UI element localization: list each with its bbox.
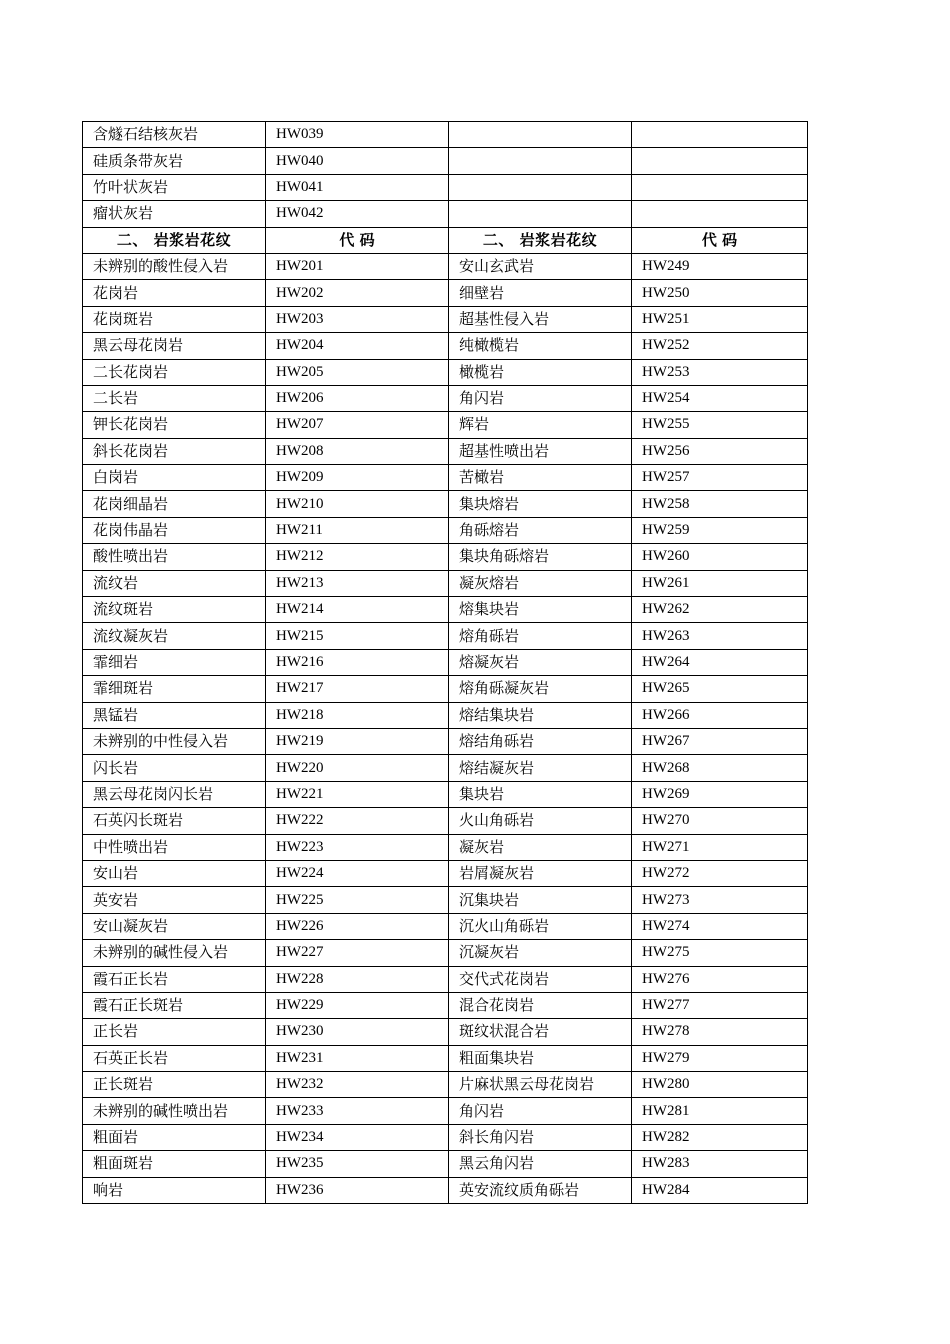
left-rock-name-cell: 粗面斑岩 xyxy=(83,1151,266,1177)
right-rock-name-cell: 沉火山角砾岩 xyxy=(449,913,632,939)
empty-cell xyxy=(632,148,808,174)
empty-cell xyxy=(449,148,632,174)
right-rock-name-cell: 熔集块岩 xyxy=(449,597,632,623)
table-row xyxy=(83,333,808,359)
right-code-header: 代 码 xyxy=(632,227,808,253)
right-rock-name-cell: 混合花岗岩 xyxy=(449,992,632,1018)
left-rock-name-cell: 安山凝灰岩 xyxy=(83,913,266,939)
right-rock-name-cell: 凝灰岩 xyxy=(449,834,632,860)
table-row xyxy=(83,834,808,860)
left-rock-code-cell: HW225 xyxy=(266,887,449,913)
left-rock-code-cell: HW204 xyxy=(266,333,449,359)
left-rock-code-cell: HW214 xyxy=(266,597,449,623)
left-rock-code-cell: HW207 xyxy=(266,412,449,438)
right-rock-name-cell: 斑纹状混合岩 xyxy=(449,1019,632,1045)
table-row xyxy=(83,623,808,649)
left-rock-code-cell: HW219 xyxy=(266,728,449,754)
left-rock-code-cell: HW216 xyxy=(266,649,449,675)
left-rock-code-cell: HW211 xyxy=(266,517,449,543)
right-rock-name-cell: 熔角砾凝灰岩 xyxy=(449,676,632,702)
table-row xyxy=(83,544,808,570)
left-rock-name-cell: 花岗伟晶岩 xyxy=(83,517,266,543)
right-rock-code-cell: HW263 xyxy=(632,623,808,649)
table-row xyxy=(83,966,808,992)
table-row xyxy=(83,940,808,966)
right-rock-code-cell: HW250 xyxy=(632,280,808,306)
right-rock-name-cell: 熔结凝灰岩 xyxy=(449,755,632,781)
empty-cell xyxy=(632,122,808,148)
right-rock-name-cell: 集块熔岩 xyxy=(449,491,632,517)
left-rock-code-cell: HW203 xyxy=(266,306,449,332)
right-rock-code-cell: HW255 xyxy=(632,412,808,438)
right-rock-name-cell: 集块岩 xyxy=(449,781,632,807)
left-rock-name-cell: 流纹岩 xyxy=(83,570,266,596)
right-rock-name-cell: 超基性喷出岩 xyxy=(449,438,632,464)
right-rock-name-cell: 黑云角闪岩 xyxy=(449,1151,632,1177)
right-rock-code-cell: HW252 xyxy=(632,333,808,359)
left-rock-code-cell: HW217 xyxy=(266,676,449,702)
right-rock-name-cell: 角砾熔岩 xyxy=(449,517,632,543)
table-row xyxy=(83,992,808,1018)
right-rock-name-cell: 纯橄榄岩 xyxy=(449,333,632,359)
left-rock-name-cell: 未辨别的中性侵入岩 xyxy=(83,728,266,754)
left-rock-code-cell: HW233 xyxy=(266,1098,449,1124)
table-body xyxy=(83,122,808,1204)
left-rock-name-cell: 霞石正长岩 xyxy=(83,966,266,992)
right-rock-code-cell: HW264 xyxy=(632,649,808,675)
rock-code-cell: HW042 xyxy=(266,201,449,227)
right-rock-code-cell: HW249 xyxy=(632,253,808,279)
right-rock-code-cell: HW265 xyxy=(632,676,808,702)
left-section-title: 二、 岩浆岩花纹 xyxy=(83,227,266,253)
left-rock-code-cell: HW223 xyxy=(266,834,449,860)
left-rock-name-cell: 黑锰岩 xyxy=(83,702,266,728)
right-rock-name-cell: 橄榄岩 xyxy=(449,359,632,385)
table-row xyxy=(83,570,808,596)
left-rock-name-cell: 石英闪长斑岩 xyxy=(83,808,266,834)
right-rock-name-cell: 粗面集块岩 xyxy=(449,1045,632,1071)
right-rock-code-cell: HW256 xyxy=(632,438,808,464)
right-rock-code-cell: HW257 xyxy=(632,465,808,491)
section-header-row xyxy=(83,227,808,253)
table-row xyxy=(83,1019,808,1045)
empty-cell xyxy=(632,174,808,200)
left-rock-code-cell: HW232 xyxy=(266,1072,449,1098)
left-rock-name-cell: 花岗斑岩 xyxy=(83,306,266,332)
right-rock-code-cell: HW269 xyxy=(632,781,808,807)
table-row xyxy=(83,808,808,834)
table-row xyxy=(83,1098,808,1124)
left-rock-name-cell: 斜长花岗岩 xyxy=(83,438,266,464)
left-rock-code-cell: HW229 xyxy=(266,992,449,1018)
right-rock-code-cell: HW275 xyxy=(632,940,808,966)
left-rock-name-cell: 二长岩 xyxy=(83,385,266,411)
right-rock-code-cell: HW279 xyxy=(632,1045,808,1071)
left-rock-code-cell: HW218 xyxy=(266,702,449,728)
table-row xyxy=(83,887,808,913)
left-rock-code-cell: HW220 xyxy=(266,755,449,781)
right-rock-code-cell: HW262 xyxy=(632,597,808,623)
rock-code-cell: HW039 xyxy=(266,122,449,148)
right-rock-code-cell: HW261 xyxy=(632,570,808,596)
right-rock-code-cell: HW284 xyxy=(632,1177,808,1203)
table-row xyxy=(83,412,808,438)
table-row xyxy=(83,253,808,279)
table-row xyxy=(83,465,808,491)
table-row xyxy=(83,649,808,675)
right-rock-name-cell: 辉岩 xyxy=(449,412,632,438)
left-rock-code-cell: HW221 xyxy=(266,781,449,807)
table-row xyxy=(83,1072,808,1098)
left-rock-code-cell: HW227 xyxy=(266,940,449,966)
left-rock-name-cell: 安山岩 xyxy=(83,860,266,886)
left-rock-code-cell: HW209 xyxy=(266,465,449,491)
table-row xyxy=(83,385,808,411)
left-rock-name-cell: 花岗细晶岩 xyxy=(83,491,266,517)
right-rock-name-cell: 岩屑凝灰岩 xyxy=(449,860,632,886)
left-rock-code-cell: HW230 xyxy=(266,1019,449,1045)
left-rock-code-cell: HW208 xyxy=(266,438,449,464)
table-row xyxy=(83,306,808,332)
left-rock-name-cell: 流纹斑岩 xyxy=(83,597,266,623)
right-rock-name-cell: 熔角砾岩 xyxy=(449,623,632,649)
right-rock-code-cell: HW266 xyxy=(632,702,808,728)
rock-name-cell: 硅质条带灰岩 xyxy=(83,148,266,174)
table-row xyxy=(83,676,808,702)
left-rock-name-cell: 霞石正长斑岩 xyxy=(83,992,266,1018)
right-rock-name-cell: 熔凝灰岩 xyxy=(449,649,632,675)
right-rock-code-cell: HW259 xyxy=(632,517,808,543)
right-rock-code-cell: HW268 xyxy=(632,755,808,781)
right-rock-name-cell: 安山玄武岩 xyxy=(449,253,632,279)
left-rock-name-cell: 黑云母花岗岩 xyxy=(83,333,266,359)
right-rock-code-cell: HW276 xyxy=(632,966,808,992)
table-row xyxy=(83,491,808,517)
left-rock-code-cell: HW222 xyxy=(266,808,449,834)
table-row xyxy=(83,174,808,200)
right-rock-code-cell: HW283 xyxy=(632,1151,808,1177)
right-rock-name-cell: 交代式花岗岩 xyxy=(449,966,632,992)
table-row xyxy=(83,438,808,464)
right-rock-code-cell: HW282 xyxy=(632,1124,808,1150)
rock-name-cell: 含燧石结核灰岩 xyxy=(83,122,266,148)
right-rock-code-cell: HW281 xyxy=(632,1098,808,1124)
right-rock-name-cell: 超基性侵入岩 xyxy=(449,306,632,332)
left-rock-code-cell: HW201 xyxy=(266,253,449,279)
right-rock-name-cell: 集块角砾熔岩 xyxy=(449,544,632,570)
table-row xyxy=(83,1124,808,1150)
table-row xyxy=(83,702,808,728)
left-rock-name-cell: 粗面岩 xyxy=(83,1124,266,1150)
left-rock-name-cell: 响岩 xyxy=(83,1177,266,1203)
right-rock-name-cell: 角闪岩 xyxy=(449,1098,632,1124)
left-rock-name-cell: 霏细斑岩 xyxy=(83,676,266,702)
empty-cell xyxy=(632,201,808,227)
left-rock-code-cell: HW231 xyxy=(266,1045,449,1071)
left-rock-name-cell: 正长岩 xyxy=(83,1019,266,1045)
right-rock-name-cell: 沉凝灰岩 xyxy=(449,940,632,966)
right-rock-name-cell: 熔结集块岩 xyxy=(449,702,632,728)
right-rock-code-cell: HW251 xyxy=(632,306,808,332)
left-rock-name-cell: 钾长花岗岩 xyxy=(83,412,266,438)
table-row xyxy=(83,860,808,886)
right-rock-code-cell: HW273 xyxy=(632,887,808,913)
left-rock-code-cell: HW205 xyxy=(266,359,449,385)
left-rock-name-cell: 花岗岩 xyxy=(83,280,266,306)
left-rock-code-cell: HW206 xyxy=(266,385,449,411)
left-rock-name-cell: 霏细岩 xyxy=(83,649,266,675)
table-row xyxy=(83,280,808,306)
left-rock-name-cell: 流纹凝灰岩 xyxy=(83,623,266,649)
table-row xyxy=(83,728,808,754)
right-rock-code-cell: HW267 xyxy=(632,728,808,754)
left-rock-name-cell: 未辨别的碱性喷出岩 xyxy=(83,1098,266,1124)
right-rock-code-cell: HW272 xyxy=(632,860,808,886)
table-row xyxy=(83,122,808,148)
table-row xyxy=(83,755,808,781)
right-rock-code-cell: HW278 xyxy=(632,1019,808,1045)
table-row xyxy=(83,781,808,807)
left-rock-code-cell: HW210 xyxy=(266,491,449,517)
table-row xyxy=(83,597,808,623)
left-rock-name-cell: 英安岩 xyxy=(83,887,266,913)
empty-cell xyxy=(449,174,632,200)
right-rock-code-cell: HW260 xyxy=(632,544,808,570)
rock-name-cell: 竹叶状灰岩 xyxy=(83,174,266,200)
right-rock-name-cell: 英安流纹质角砾岩 xyxy=(449,1177,632,1203)
table-row xyxy=(83,359,808,385)
left-rock-name-cell: 闪长岩 xyxy=(83,755,266,781)
right-rock-code-cell: HW270 xyxy=(632,808,808,834)
right-rock-name-cell: 火山角砾岩 xyxy=(449,808,632,834)
left-rock-code-cell: HW236 xyxy=(266,1177,449,1203)
right-rock-name-cell: 沉集块岩 xyxy=(449,887,632,913)
right-rock-code-cell: HW254 xyxy=(632,385,808,411)
empty-cell xyxy=(449,201,632,227)
right-rock-name-cell: 斜长角闪岩 xyxy=(449,1124,632,1150)
left-rock-code-cell: HW202 xyxy=(266,280,449,306)
left-rock-name-cell: 黑云母花岗闪长岩 xyxy=(83,781,266,807)
right-rock-code-cell: HW277 xyxy=(632,992,808,1018)
right-rock-name-cell: 角闪岩 xyxy=(449,385,632,411)
left-rock-code-cell: HW235 xyxy=(266,1151,449,1177)
right-rock-code-cell: HW258 xyxy=(632,491,808,517)
table-row xyxy=(83,1045,808,1071)
right-rock-name-cell: 凝灰熔岩 xyxy=(449,570,632,596)
right-rock-name-cell: 细壁岩 xyxy=(449,280,632,306)
left-rock-code-cell: HW213 xyxy=(266,570,449,596)
table-row xyxy=(83,1151,808,1177)
right-rock-code-cell: HW253 xyxy=(632,359,808,385)
table-row xyxy=(83,201,808,227)
left-rock-name-cell: 酸性喷出岩 xyxy=(83,544,266,570)
table-row xyxy=(83,517,808,543)
rock-code-cell: HW041 xyxy=(266,174,449,200)
left-rock-name-cell: 未辨别的酸性侵入岩 xyxy=(83,253,266,279)
left-rock-name-cell: 未辨别的碱性侵入岩 xyxy=(83,940,266,966)
left-rock-code-cell: HW212 xyxy=(266,544,449,570)
right-rock-name-cell: 片麻状黑云母花岗岩 xyxy=(449,1072,632,1098)
left-rock-name-cell: 石英正长岩 xyxy=(83,1045,266,1071)
right-rock-code-cell: HW271 xyxy=(632,834,808,860)
left-rock-name-cell: 正长斑岩 xyxy=(83,1072,266,1098)
table-row xyxy=(83,913,808,939)
left-rock-code-cell: HW224 xyxy=(266,860,449,886)
right-rock-name-cell: 熔结角砾岩 xyxy=(449,728,632,754)
left-rock-code-cell: HW215 xyxy=(266,623,449,649)
right-rock-code-cell: HW280 xyxy=(632,1072,808,1098)
left-rock-code-cell: HW228 xyxy=(266,966,449,992)
left-code-header: 代 码 xyxy=(266,227,449,253)
right-rock-code-cell: HW274 xyxy=(632,913,808,939)
right-rock-name-cell: 苦橄岩 xyxy=(449,465,632,491)
table-row xyxy=(83,1177,808,1203)
left-rock-code-cell: HW234 xyxy=(266,1124,449,1150)
rock-code-cell: HW040 xyxy=(266,148,449,174)
left-rock-name-cell: 二长花岗岩 xyxy=(83,359,266,385)
empty-cell xyxy=(449,122,632,148)
left-rock-name-cell: 白岗岩 xyxy=(83,465,266,491)
left-rock-code-cell: HW226 xyxy=(266,913,449,939)
rock-pattern-code-table xyxy=(82,121,808,1204)
left-rock-name-cell: 中性喷出岩 xyxy=(83,834,266,860)
rock-name-cell: 瘤状灰岩 xyxy=(83,201,266,227)
right-section-title: 二、 岩浆岩花纹 xyxy=(449,227,632,253)
table-row xyxy=(83,148,808,174)
